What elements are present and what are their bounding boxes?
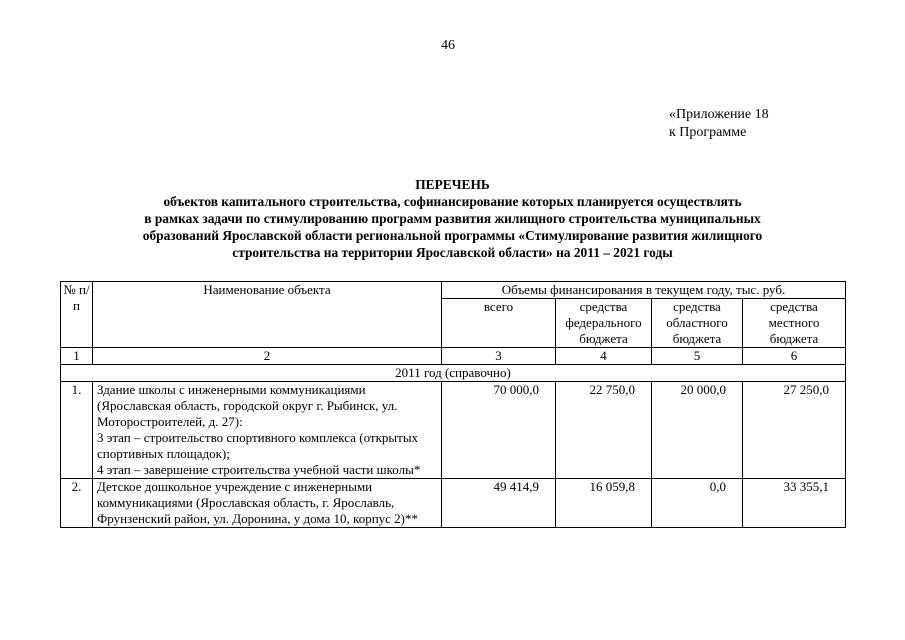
header-federal: средства федерального бюджета — [556, 299, 652, 348]
column-numbers-row — [61, 348, 846, 365]
row-regional: 20 000,0 — [652, 382, 743, 479]
title-line-5: строительства на территории Ярославской области» на 2011 – 2021 годы — [232, 245, 673, 260]
header-name: Наименование объекта — [93, 282, 442, 348]
title-line-2: объектов капитального строительства, софинансирование которых планируется осуществлять — [163, 194, 742, 209]
section-label: 2011 год (справочно) — [61, 365, 846, 382]
col-number-5: 5 — [652, 348, 743, 365]
col-number-3: 3 — [442, 348, 556, 365]
row-num: 2. — [61, 479, 93, 528]
row-total: 49 414,9 — [442, 479, 556, 528]
object-name-stage-3: 3 этап – строительство спортивного комплекса (открытых спортивных площадок); — [97, 430, 419, 461]
table-row — [61, 479, 846, 528]
header-regional: средства областного бюджета — [652, 299, 743, 348]
annex-line-2: к Программе — [669, 125, 747, 140]
col-number-6: 6 — [743, 348, 846, 365]
row-local: 27 250,0 — [743, 382, 846, 479]
header-num: № п/п — [61, 282, 93, 348]
title-line-3: в рамках задачи по стимулированию программ развития жилищного строительства муниципальных — [144, 211, 761, 226]
row-object-name — [93, 382, 442, 479]
row-regional: 0,0 — [652, 479, 743, 528]
object-name-main: Здание школы с инженерными коммуникациями (Ярославская область, городской округ г. Рыбинск, ул. Моторостроителей, д. 27): — [97, 382, 398, 429]
col-number-2: 2 — [93, 348, 442, 365]
title-line-1: ПЕРЕЧЕНЬ — [415, 177, 490, 192]
title-line-4: образований Ярославской области региональной программы «Стимулирование развития жилищного — [142, 228, 763, 243]
object-name-stage-4: 4 этап – завершение строительства учебной части школы* — [97, 462, 421, 477]
row-local: 33 355,1 — [743, 479, 846, 528]
row-num: 1. — [61, 382, 93, 479]
page-number: 46 — [441, 38, 455, 53]
row-federal: 16 059,8 — [556, 479, 652, 528]
objects-table — [60, 281, 846, 528]
table-row — [61, 382, 846, 479]
row-object-name: Детское дошкольное учреждение с инженерными коммуникациями (Ярославская область, г. Ярославль, Фрунзенский район, ул. Доронина, у дома 10, корпус 2)** — [93, 479, 442, 528]
col-number-4: 4 — [556, 348, 652, 365]
row-federal: 22 750,0 — [556, 382, 652, 479]
header-total: всего — [442, 299, 556, 348]
col-number-1: 1 — [61, 348, 93, 365]
section-row — [61, 365, 846, 382]
header-local: средства местного бюджета — [743, 299, 846, 348]
header-row-1 — [61, 282, 846, 299]
header-funding: Объемы финансирования в текущем году, тыс. руб. — [442, 282, 846, 299]
document-title — [40, 176, 865, 261]
row-total: 70 000,0 — [442, 382, 556, 479]
annex-line-1: «Приложение 18 — [669, 107, 769, 122]
annex-reference — [669, 106, 769, 142]
